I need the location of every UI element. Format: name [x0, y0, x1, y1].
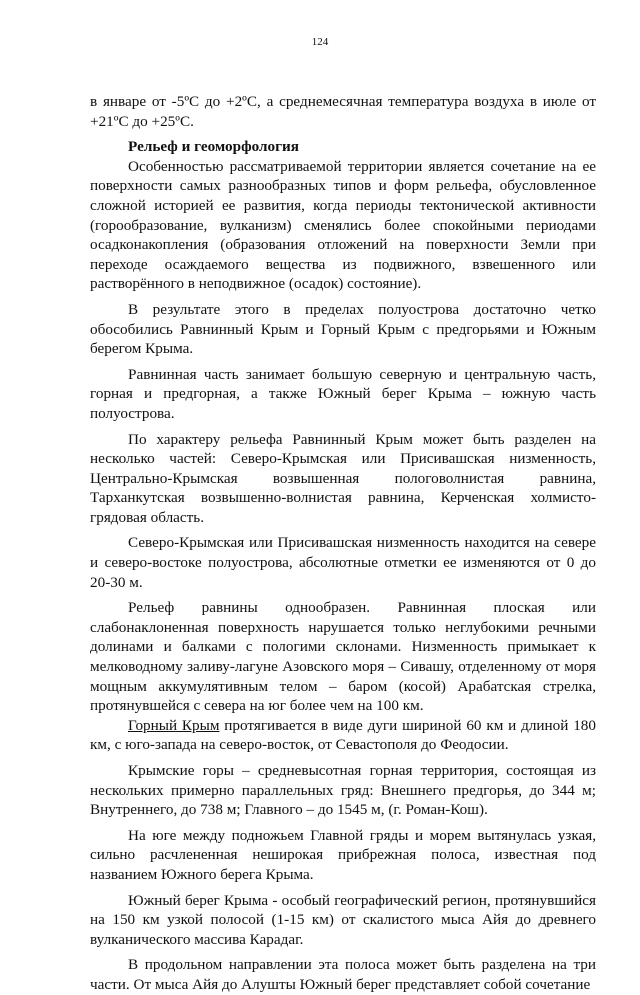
- paragraph-south-coast: Южный берег Крыма - особый географический регион, протянувшийся на 150 км узкой полосой (1-15 км) от скалистого мыса Айя до древнего вулканического массива Карадаг.: [90, 891, 596, 948]
- paragraph-plain-surface: Рельеф равнины однообразен. Равнинная плоская или слабонаклоненная поверхность нарушается только неглубокими речными долинами и балками с пологими склонами. Низменность примыкает к мелководному заливу-лагуне Азовского моря – Сивашу, отделенному от моря мощным аккумулятивным телом – баром (косой) Арабатская стрелка, протянувшейся с севера на юг более чем на 100 км.: [90, 599, 596, 715]
- intro-paragraph: в январе от -5ºС до +2ºС, а среднемесячная температура воздуха в июле от +21ºС до +25ºС.: [90, 93, 596, 130]
- paragraph-coastal-strip: На юге между подножьем Главной гряды и морем вытянулась узкая, сильно расчлененная неширокая прибрежная полоса, известная под названием Южного берега Крыма.: [90, 826, 596, 883]
- mountain-crimea-term: Горный Крым: [128, 716, 220, 734]
- document-body: [90, 92, 596, 995]
- mountain-crimea-text: протягивается в виде дуги шириной 60 км и длиной 180 км, с юго-запада на северо-восток, от Севастополя до Феодосии.: [90, 716, 596, 754]
- paragraph-mountain-crimea: [90, 716, 596, 755]
- paragraph-division: В результате этого в пределах полуострова достаточно четко обособились Равнинный Крым и Горный Крым с предгорьями и Южным берегом Крыма.: [90, 300, 596, 358]
- paragraph-features: Особенностью рассматриваемой территории является сочетание на ее поверхности самых разнообразных типов и форм рельефа, обусловленное сложной историей ее развития, когда периоды тектонической активности (горообразование, вулканизм) сменялись более спокойными периодами осадконакопления (образования отложений на поверхности Земли при переходе осаждаемого вещества из подвижного, взвешенного или растворённого в неподвижное (осадок) состояние).: [90, 157, 596, 293]
- page-number: 124: [311, 36, 329, 48]
- paragraph-longitudinal: В продольном направлении эта полоса может быть разделена на три части. От мыса Айя до Алушты Южный берег представляет собой сочетание: [90, 956, 596, 993]
- paragraph-lowland: Северо-Крымская или Присивашская низменность находится на севере и северо-востоке полуострова, абсолютные отметки ее изменяются от 0 до 20-30 м.: [90, 534, 596, 591]
- paragraph-crimean-mountains: Крымские горы – средневысотная горная территория, состоящая из нескольких примерно параллельных гряд: Внешнего предгорья, до 344 м; Внутреннего, до 738 м; Главного – до 1545 м, (г. Роман-Кош).: [90, 762, 596, 819]
- paragraph-plain-part: Равнинная часть занимает большую северную и центральную часть, горная и предгорная, а также Южный берег Крыма – южную часть полуострова.: [90, 365, 596, 422]
- paragraph-plain-relief: По характеру рельефа Равнинный Крым может быть разделен на несколько частей: Северо-Крымская или Присивашская низменность, Центрально-Крымская возвышенная пологоволнистая равнина, Тарханкутская возвышенно-волнистая равнина, Керченская холмисто-грядовая область.: [90, 430, 596, 526]
- section-heading: Рельеф и геоморфология: [128, 138, 299, 156]
